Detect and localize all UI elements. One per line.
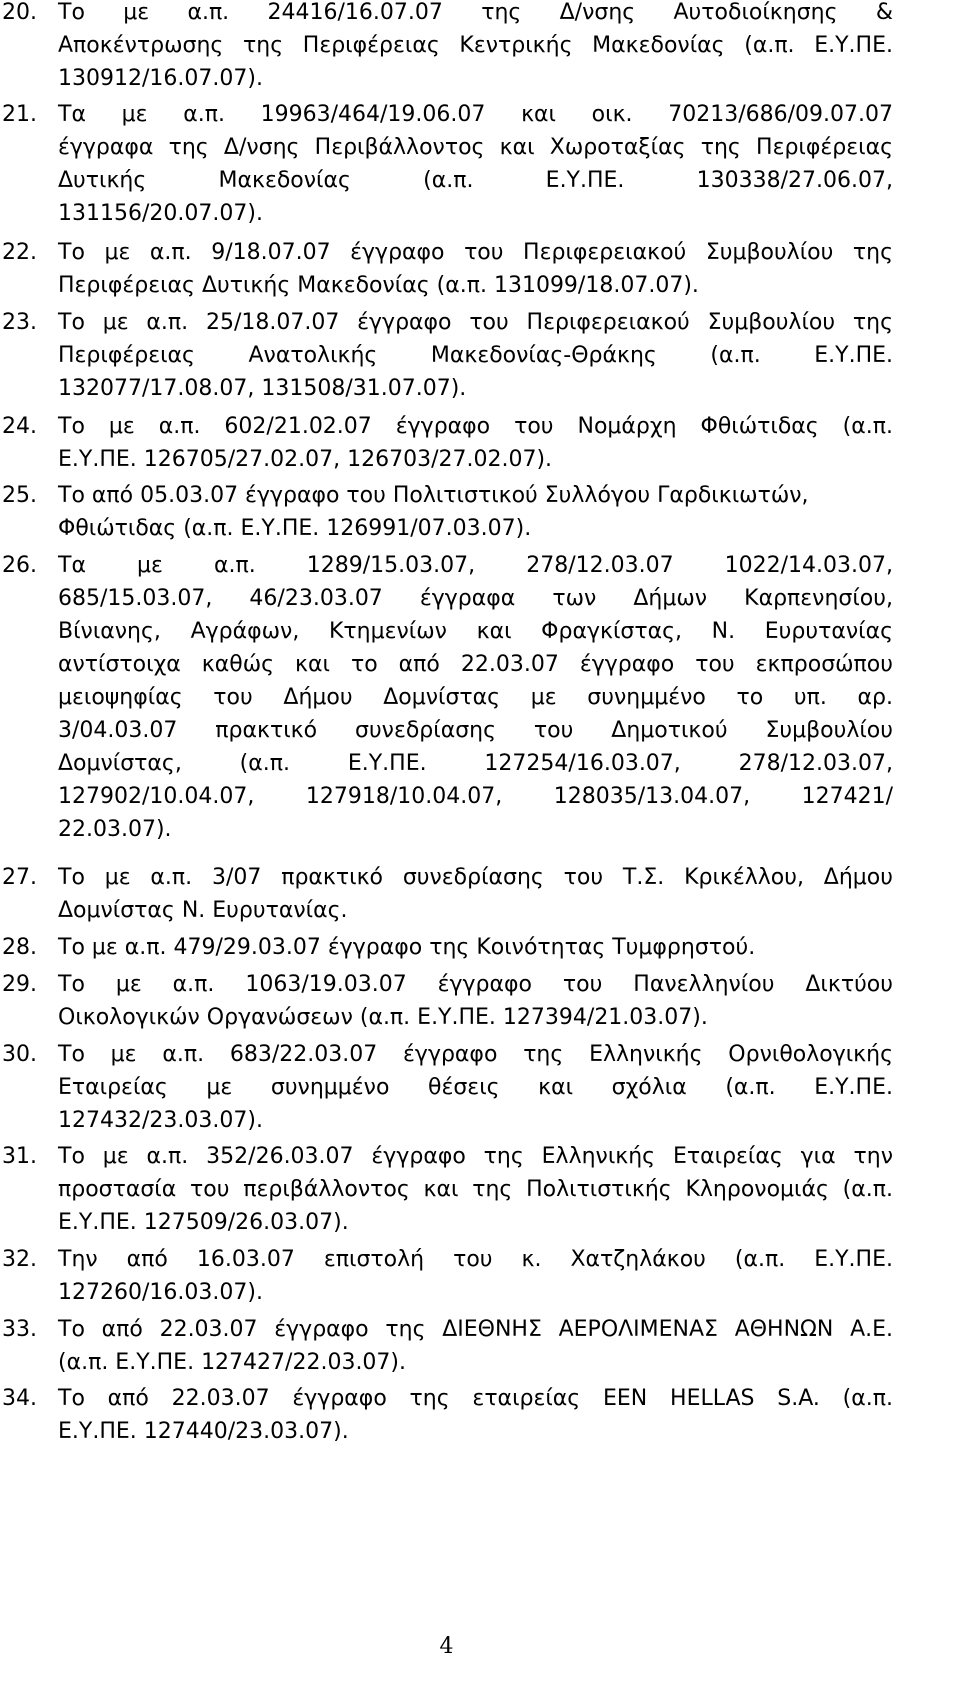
text-line: Τα με α.π. 19963/464/19.06.07 και οικ. 70213/686/09.07.07 <box>58 102 893 127</box>
item-text <box>58 931 893 964</box>
list-item-22 <box>0 236 893 302</box>
list-item-20 <box>0 0 893 95</box>
text-line: Βίνιανης, Αγράφων, Κτημενίων και Φραγκίστας, Ν. Ευρυτανίας <box>58 619 893 644</box>
text-line: Το με α.π. 352/26.03.07 έγγραφο της Ελληνικής Εταιρείας για την <box>58 1144 893 1169</box>
item-text <box>58 1382 893 1448</box>
item-number: 28. <box>2 935 37 960</box>
list-item-23 <box>0 306 893 405</box>
item-number: 22. <box>2 240 37 265</box>
item-text <box>58 306 893 405</box>
text-line: προστασία του περιβάλλοντος και της Πολιτιστικής Κληρονομιάς (α.π. <box>58 1177 893 1202</box>
list-item-29 <box>0 968 893 1034</box>
item-number: 20. <box>2 0 37 25</box>
list-item-30 <box>0 1038 893 1137</box>
list-item-24 <box>0 410 893 476</box>
item-text <box>58 479 893 545</box>
item-text <box>58 1313 893 1379</box>
text-line: 127260/16.03.07). <box>58 1280 263 1305</box>
text-line: Το με α.π. 602/21.02.07 έγγραφο του Νομάρχη Φθιώτιδας (α.π. <box>58 414 893 439</box>
item-number: 25. <box>2 483 37 508</box>
text-line: Το με α.π. 1063/19.03.07 έγγραφο του Πανελληνίου Δικτύου <box>58 972 893 997</box>
list-item-26 <box>0 549 893 846</box>
text-line: Το με α.π. 683/22.03.07 έγγραφο της Ελληνικής Ορνιθολογικής <box>58 1042 893 1067</box>
item-number: 31. <box>2 1144 37 1169</box>
text-line: Την από 16.03.07 επιστολή του κ. Χατζηλάκου (α.π. Ε.Υ.ΠΕ. <box>58 1247 893 1272</box>
list-item-25 <box>0 479 893 545</box>
text-line: Το από 22.03.07 έγγραφο της ΔΙΕΘΝΗΣ ΑΕΡΟΛΙΜΕΝΑΣ ΑΘΗΝΩΝ Α.Ε. <box>58 1317 893 1342</box>
text-line: 22.03.07). <box>58 817 172 842</box>
item-number: 24. <box>2 414 37 439</box>
text-line: Ε.Υ.ΠΕ. 127440/23.03.07). <box>58 1419 349 1444</box>
list-item-27 <box>0 861 893 927</box>
item-number: 27. <box>2 865 37 890</box>
text-line: 132077/17.08.07, 131508/31.07.07). <box>58 376 467 401</box>
text-line: 130912/16.07.07). <box>58 66 263 91</box>
text-line: Αποκέντρωσης της Περιφέρειας Κεντρικής Μακεδονίας (α.π. Ε.Υ.ΠΕ. <box>58 33 893 58</box>
text-line: 127902/10.04.07, 127918/10.04.07, 128035/13.04.07, 127421/ <box>58 784 893 809</box>
item-number: 34. <box>2 1386 37 1411</box>
item-number: 23. <box>2 310 37 335</box>
text-line: Ε.Υ.ΠΕ. 126705/27.02.07, 126703/27.02.07). <box>58 447 553 472</box>
item-text <box>58 861 893 927</box>
item-text <box>58 549 893 846</box>
item-text <box>58 410 893 476</box>
text-line: 3/04.03.07 πρακτικό συνεδρίασης του Δημοτικού Συμβουλίου <box>58 718 893 743</box>
text-line: Δυτικής Μακεδονίας (α.π. Ε.Υ.ΠΕ. 130338/27.06.07, <box>58 168 893 193</box>
list-item-33 <box>0 1313 893 1379</box>
item-text <box>58 236 893 302</box>
item-number: 29. <box>2 972 37 997</box>
text-line: Το από 22.03.07 έγγραφο της εταιρείας EEN HELLAS S.A. (α.π. <box>58 1386 893 1411</box>
text-line: μειοψηφίας του Δήμου Δομνίστας με συνημμένο το υπ. αρ. <box>58 685 893 710</box>
list-item-31 <box>0 1140 893 1239</box>
item-text <box>58 1038 893 1137</box>
text-line: Το από 05.03.07 έγγραφο του Πολιτιστικού Συλλόγου Γαρδικιωτών, <box>58 483 809 508</box>
item-number: 30. <box>2 1042 37 1067</box>
text-line: 131156/20.07.07). <box>58 201 263 226</box>
text-line: Φθιώτιδας (α.π. Ε.Υ.ΠΕ. 126991/07.03.07). <box>58 516 532 541</box>
text-line: Εταιρείας με συνημμένο θέσεις και σχόλια (α.π. Ε.Υ.ΠΕ. <box>58 1075 893 1100</box>
text-line: 685/15.03.07, 46/23.03.07 έγγραφα των Δήμων Καρπενησίου, <box>58 586 893 611</box>
text-line: Το με α.π. 24416/16.07.07 της Δ/νσης Αυτοδιοίκησης & <box>58 0 893 25</box>
text-line: Οικολογικών Οργανώσεων (α.π. Ε.Υ.ΠΕ. 127394/21.03.07). <box>58 1005 708 1030</box>
text-line: Το με α.π. 25/18.07.07 έγγραφο του Περιφερειακού Συμβουλίου της <box>58 310 893 335</box>
list-item-32 <box>0 1243 893 1309</box>
text-line: Ε.Υ.ΠΕ. 127509/26.03.07). <box>58 1210 349 1235</box>
list-item-28 <box>0 931 893 964</box>
text-line: έγγραφα της Δ/νσης Περιβάλλοντος και Χωροταξίας της Περιφέρειας <box>58 135 893 160</box>
item-text <box>58 1140 893 1239</box>
text-line: Το με α.π. 3/07 πρακτικό συνεδρίασης του Τ.Σ. Κρικέλλου, Δήμου <box>58 865 893 890</box>
item-text <box>58 0 893 95</box>
item-text <box>58 968 893 1034</box>
page-number: 4 <box>439 1634 454 1659</box>
item-number: 33. <box>2 1317 37 1342</box>
text-line: Δομνίστας Ν. Ευρυτανίας. <box>58 898 348 923</box>
text-line: Περιφέρειας Δυτικής Μακεδονίας (α.π. 131099/18.07.07). <box>58 273 699 298</box>
item-number: 26. <box>2 553 37 578</box>
item-number: 21. <box>2 102 37 127</box>
text-line: αντίστοιχα καθώς και το από 22.03.07 έγγραφο του εκπροσώπου <box>58 652 893 677</box>
text-line: Δομνίστας, (α.π. Ε.Υ.ΠΕ. 127254/16.03.07, 278/12.03.07, <box>58 751 893 776</box>
text-line: Το με α.π. 479/29.03.07 έγγραφο της Κοινότητας Τυμφρηστού. <box>58 935 756 960</box>
item-text <box>58 1243 893 1309</box>
list-item-34 <box>0 1382 893 1448</box>
text-line: Τα με α.π. 1289/15.03.07, 278/12.03.07 1022/14.03.07, <box>58 553 893 578</box>
text-line: Το με α.π. 9/18.07.07 έγγραφο του Περιφερειακού Συμβουλίου της <box>58 240 893 265</box>
text-line: Περιφέρειας Ανατολικής Μακεδονίας-Θράκης (α.π. Ε.Υ.ΠΕ. <box>58 343 893 368</box>
text-line: (α.π. Ε.Υ.ΠΕ. 127427/22.03.07). <box>58 1350 407 1375</box>
text-line: 127432/23.03.07). <box>58 1108 263 1133</box>
item-text <box>58 98 893 230</box>
list-item-21 <box>0 98 893 230</box>
item-number: 32. <box>2 1247 37 1272</box>
